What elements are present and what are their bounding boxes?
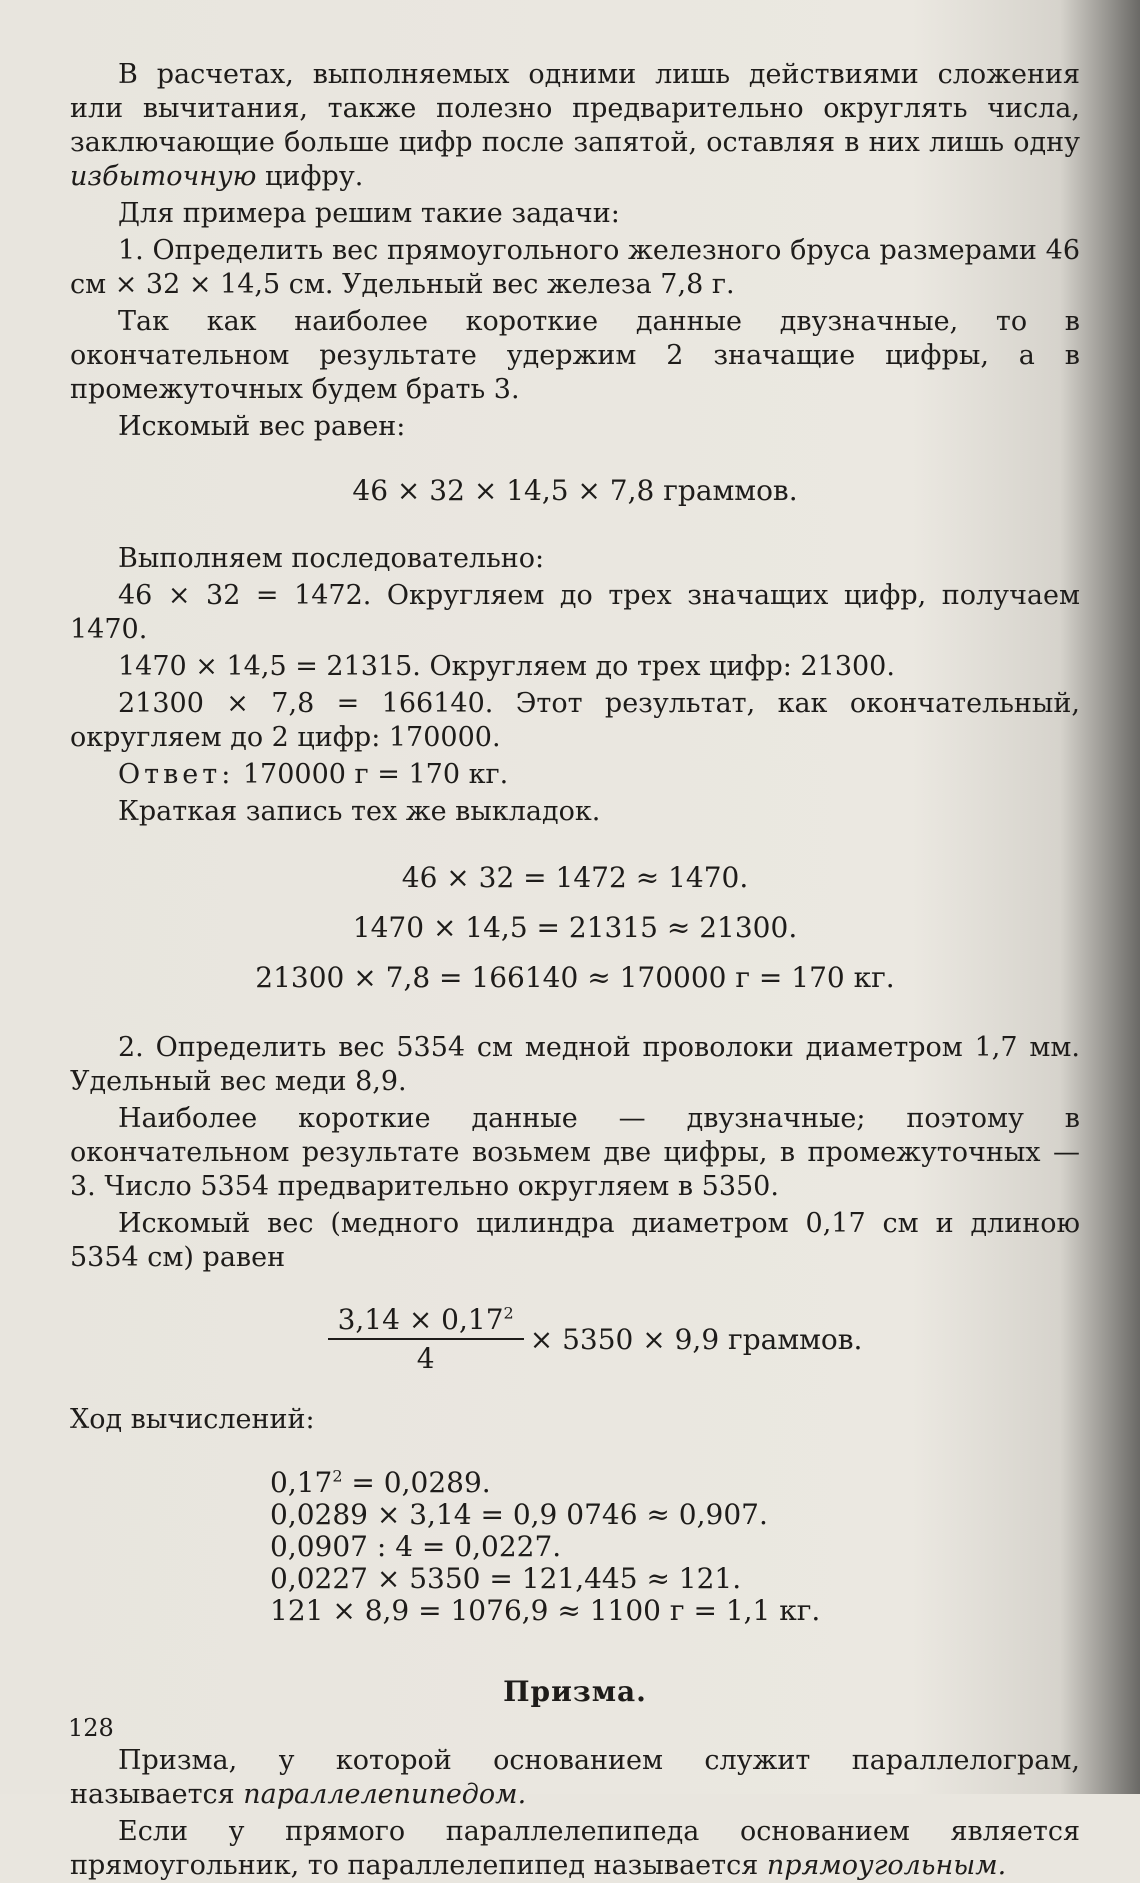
task1-short-intro: Краткая запись тех же выкладок. (118, 796, 601, 827)
prism-p2-text: Если у прямого параллелепипеда основанием является прямоугольник, то параллелепипед называется (70, 1816, 1080, 1881)
numerator-exponent: 2 (503, 1303, 514, 1323)
calc-line-4: 0,0227 × 5350 = 121,445 ≈ 121. (270, 1562, 742, 1595)
task2-formula (110, 1303, 1080, 1375)
page-content (70, 58, 1080, 1883)
prism-p2-term: прямоугольным. (766, 1850, 1007, 1881)
task1-steps-intro: Выполняем последовательно: (118, 543, 545, 574)
task1-short-calculations (70, 853, 1080, 1003)
answer-value: 170000 г = 170 кг. (234, 759, 509, 790)
task1-formula: 46 × 32 × 14,5 × 7,8 граммов. (352, 474, 798, 507)
task1-statement: 1. Определить вес прямоугольного железного бруса размерами 46 см × 32 × 14,5 см. Удельный вес железа 7,8 г. (70, 235, 1080, 300)
task2-digits-note: Наиболее короткие данные — двузначные; поэтому в окончательном результате возьмем две цифры, в промежуточных — 3. Число 5354 предварительно округляем в 5350. (70, 1103, 1080, 1202)
prism-p1-text: Призма, у которой основанием служит параллелограм, называется (70, 1745, 1080, 1810)
task2-calculations (270, 1467, 1080, 1627)
intro-text: В расчетах, выполняемых одними лишь действиями сложения или вычитания, также полезно предварительно округлять числа, заключающие больше цифр после запятой, оставляя в них лишь одну (70, 59, 1080, 158)
numerator-base: 3,14 × 0,17 (337, 1303, 504, 1336)
section-heading: Призма. (503, 1675, 647, 1708)
task1-step-3: 21300 × 7,8 = 166140. Этот результат, как окончательный, округляем до 2 цифр: 170000. (70, 688, 1080, 753)
calc-line-1 (270, 1467, 1080, 1499)
short-line-2: 1470 × 14,5 = 21315 ≈ 21300. (352, 911, 798, 944)
fraction-denominator: 4 (416, 1342, 435, 1375)
fraction-numerator (328, 1303, 524, 1340)
calc1-rest: = 0,0289. (342, 1466, 491, 1499)
page-number: 128 (68, 1714, 114, 1742)
task2-statement: 2. Определить вес 5354 см медной проволоки диаметром 1,7 мм. Удельный вес меди 8,9. (70, 1032, 1080, 1097)
examples-intro: Для примера решим такие задачи: (118, 198, 620, 229)
task1-step-1: 46 × 32 = 1472. Округляем до трех значащих цифр, получаем 1470. (70, 580, 1080, 645)
intro-emphasis: избыточную (70, 161, 257, 192)
intro-text-end: цифру. (256, 161, 364, 192)
task1-answer (70, 758, 1080, 792)
prism-paragraph-1 (70, 1744, 1080, 1812)
calc-line-5: 121 × 8,9 = 1076,9 ≈ 1100 г = 1,1 кг. (270, 1594, 821, 1627)
fraction (328, 1303, 524, 1375)
short-line-1: 46 × 32 = 1472 ≈ 1470. (401, 861, 749, 894)
task2-calc-intro: Ход вычислений: (70, 1404, 315, 1435)
calc-line-2: 0,0289 × 3,14 = 0,9 0746 ≈ 0,907. (270, 1498, 768, 1531)
calc1-base: 0,17 (270, 1466, 333, 1499)
task2-weight-intro: Искомый вес (медного цилиндра диаметром 0,17 см и длиною 5354 см) равен (70, 1208, 1080, 1273)
formula-rest: × 5350 × 9,9 граммов. (529, 1322, 863, 1356)
prism-paragraph-2 (70, 1815, 1080, 1883)
intro-paragraph (70, 58, 1080, 194)
task1-digits-note: Так как наиболее короткие данные двузначные, то в окончательном результате удержим 2 значащие цифры, а в промежуточных будем брать 3. (70, 306, 1080, 405)
short-line-3: 21300 × 7,8 = 166140 ≈ 170000 г = 170 кг. (255, 961, 895, 994)
calc1-exponent: 2 (332, 1466, 343, 1486)
answer-label: Ответ: (118, 759, 235, 790)
prism-p1-term: параллелепипедом. (243, 1779, 527, 1810)
task1-weight-intro: Искомый вес равен: (118, 411, 406, 442)
task1-step-2: 1470 × 14,5 = 21315. Округляем до трех цифр: 21300. (118, 651, 895, 682)
calc-line-3: 0,0907 : 4 = 0,0227. (270, 1530, 562, 1563)
